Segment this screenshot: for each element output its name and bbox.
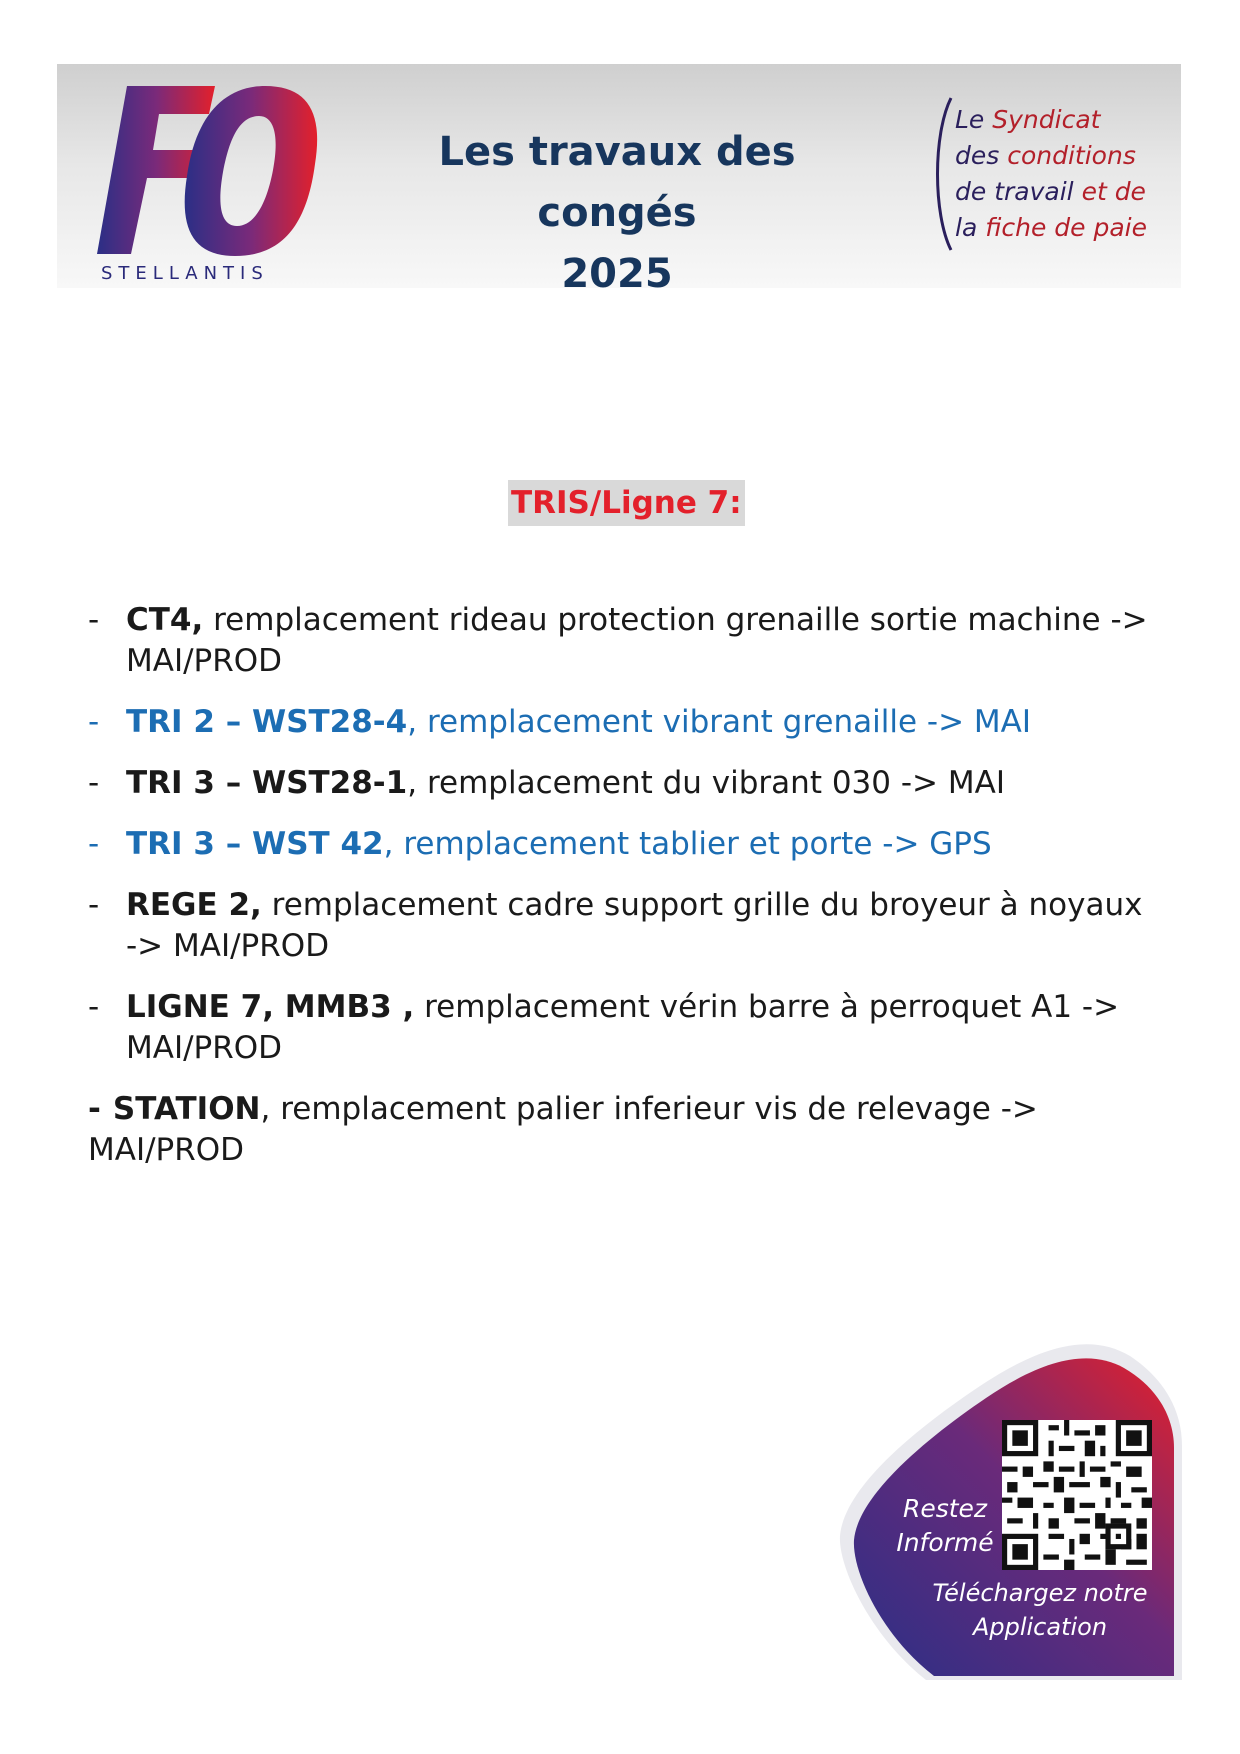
item-label: REGE 2, [126, 887, 262, 923]
tagline-text: Syndicat [992, 105, 1101, 134]
item-label: LIGNE 7, MMB3 , [126, 989, 415, 1025]
item-text: , remplacement du vibrant 030 -> MAI [407, 765, 1005, 801]
page-title [397, 122, 837, 305]
list-dash: - [88, 826, 100, 862]
fo-stellantis-logo [87, 74, 347, 284]
list-dash: - [88, 989, 100, 1025]
list-item [88, 763, 1148, 804]
app-download-promo[interactable] [830, 1336, 1182, 1688]
item-text: remplacement vérin barre à perroquet A1 -> MAI/PROD [126, 989, 1120, 1066]
list-item [88, 987, 1148, 1069]
list-item [88, 1089, 1148, 1171]
list-dash: - [88, 602, 100, 638]
list-dash: - [88, 887, 100, 923]
item-text: , remplacement vibrant grenaille -> MAI [407, 704, 1031, 740]
section-title: TRIS/Ligne 7: [508, 480, 745, 526]
item-label: TRI 3 – WST 42 [126, 826, 384, 862]
item-text: remplacement rideau protection grenaille sortie machine -> MAI/PROD [126, 602, 1148, 679]
promo-line: Restez [902, 1494, 988, 1523]
tagline-bracket [927, 94, 957, 254]
item-text: remplacement cadre support grille du broyeur à noyaux -> MAI/PROD [126, 887, 1143, 964]
tagline-text: fiche de paie [985, 213, 1147, 242]
item-label: TRI 3 – WST28-1 [126, 765, 408, 801]
tagline-text: et de [1081, 177, 1146, 206]
list-item [88, 600, 1148, 682]
list-dash: - [88, 1091, 101, 1127]
item-label: TRI 2 – WST28-4 [126, 704, 408, 740]
tagline-text: de travail [955, 177, 1082, 206]
title-line-1: Les travaux des congés [438, 129, 796, 236]
item-label: STATION [112, 1091, 261, 1127]
item-label: CT4, [126, 602, 204, 638]
promo-download-app[interactable] [910, 1576, 1170, 1644]
work-list [88, 600, 1148, 1191]
tagline-text: la [955, 213, 986, 242]
list-item [88, 824, 1148, 865]
title-line-2: 2025 [561, 251, 673, 297]
item-text: , remplacement tablier et porte -> GPS [383, 826, 992, 862]
tagline-text: conditions [1007, 141, 1136, 170]
item-text: , remplacement palier inferieur vis de relevage -> MAI/PROD [88, 1091, 1038, 1168]
tagline [927, 94, 1177, 274]
logo-subtitle: STELLANTIS [101, 263, 269, 284]
header-banner [57, 64, 1181, 297]
promo-restez-informe [890, 1492, 1000, 1560]
promo-line: Informé [896, 1528, 994, 1557]
qr-code[interactable] [1002, 1420, 1152, 1570]
promo-line: Application [972, 1613, 1108, 1641]
list-dash: - [88, 704, 100, 740]
list-dash: - [88, 765, 100, 801]
promo-line: Téléchargez notre [932, 1579, 1148, 1607]
tagline-text: Le [955, 105, 993, 134]
tagline-text: des [955, 141, 1008, 170]
list-item [88, 702, 1148, 743]
list-item [88, 885, 1148, 967]
